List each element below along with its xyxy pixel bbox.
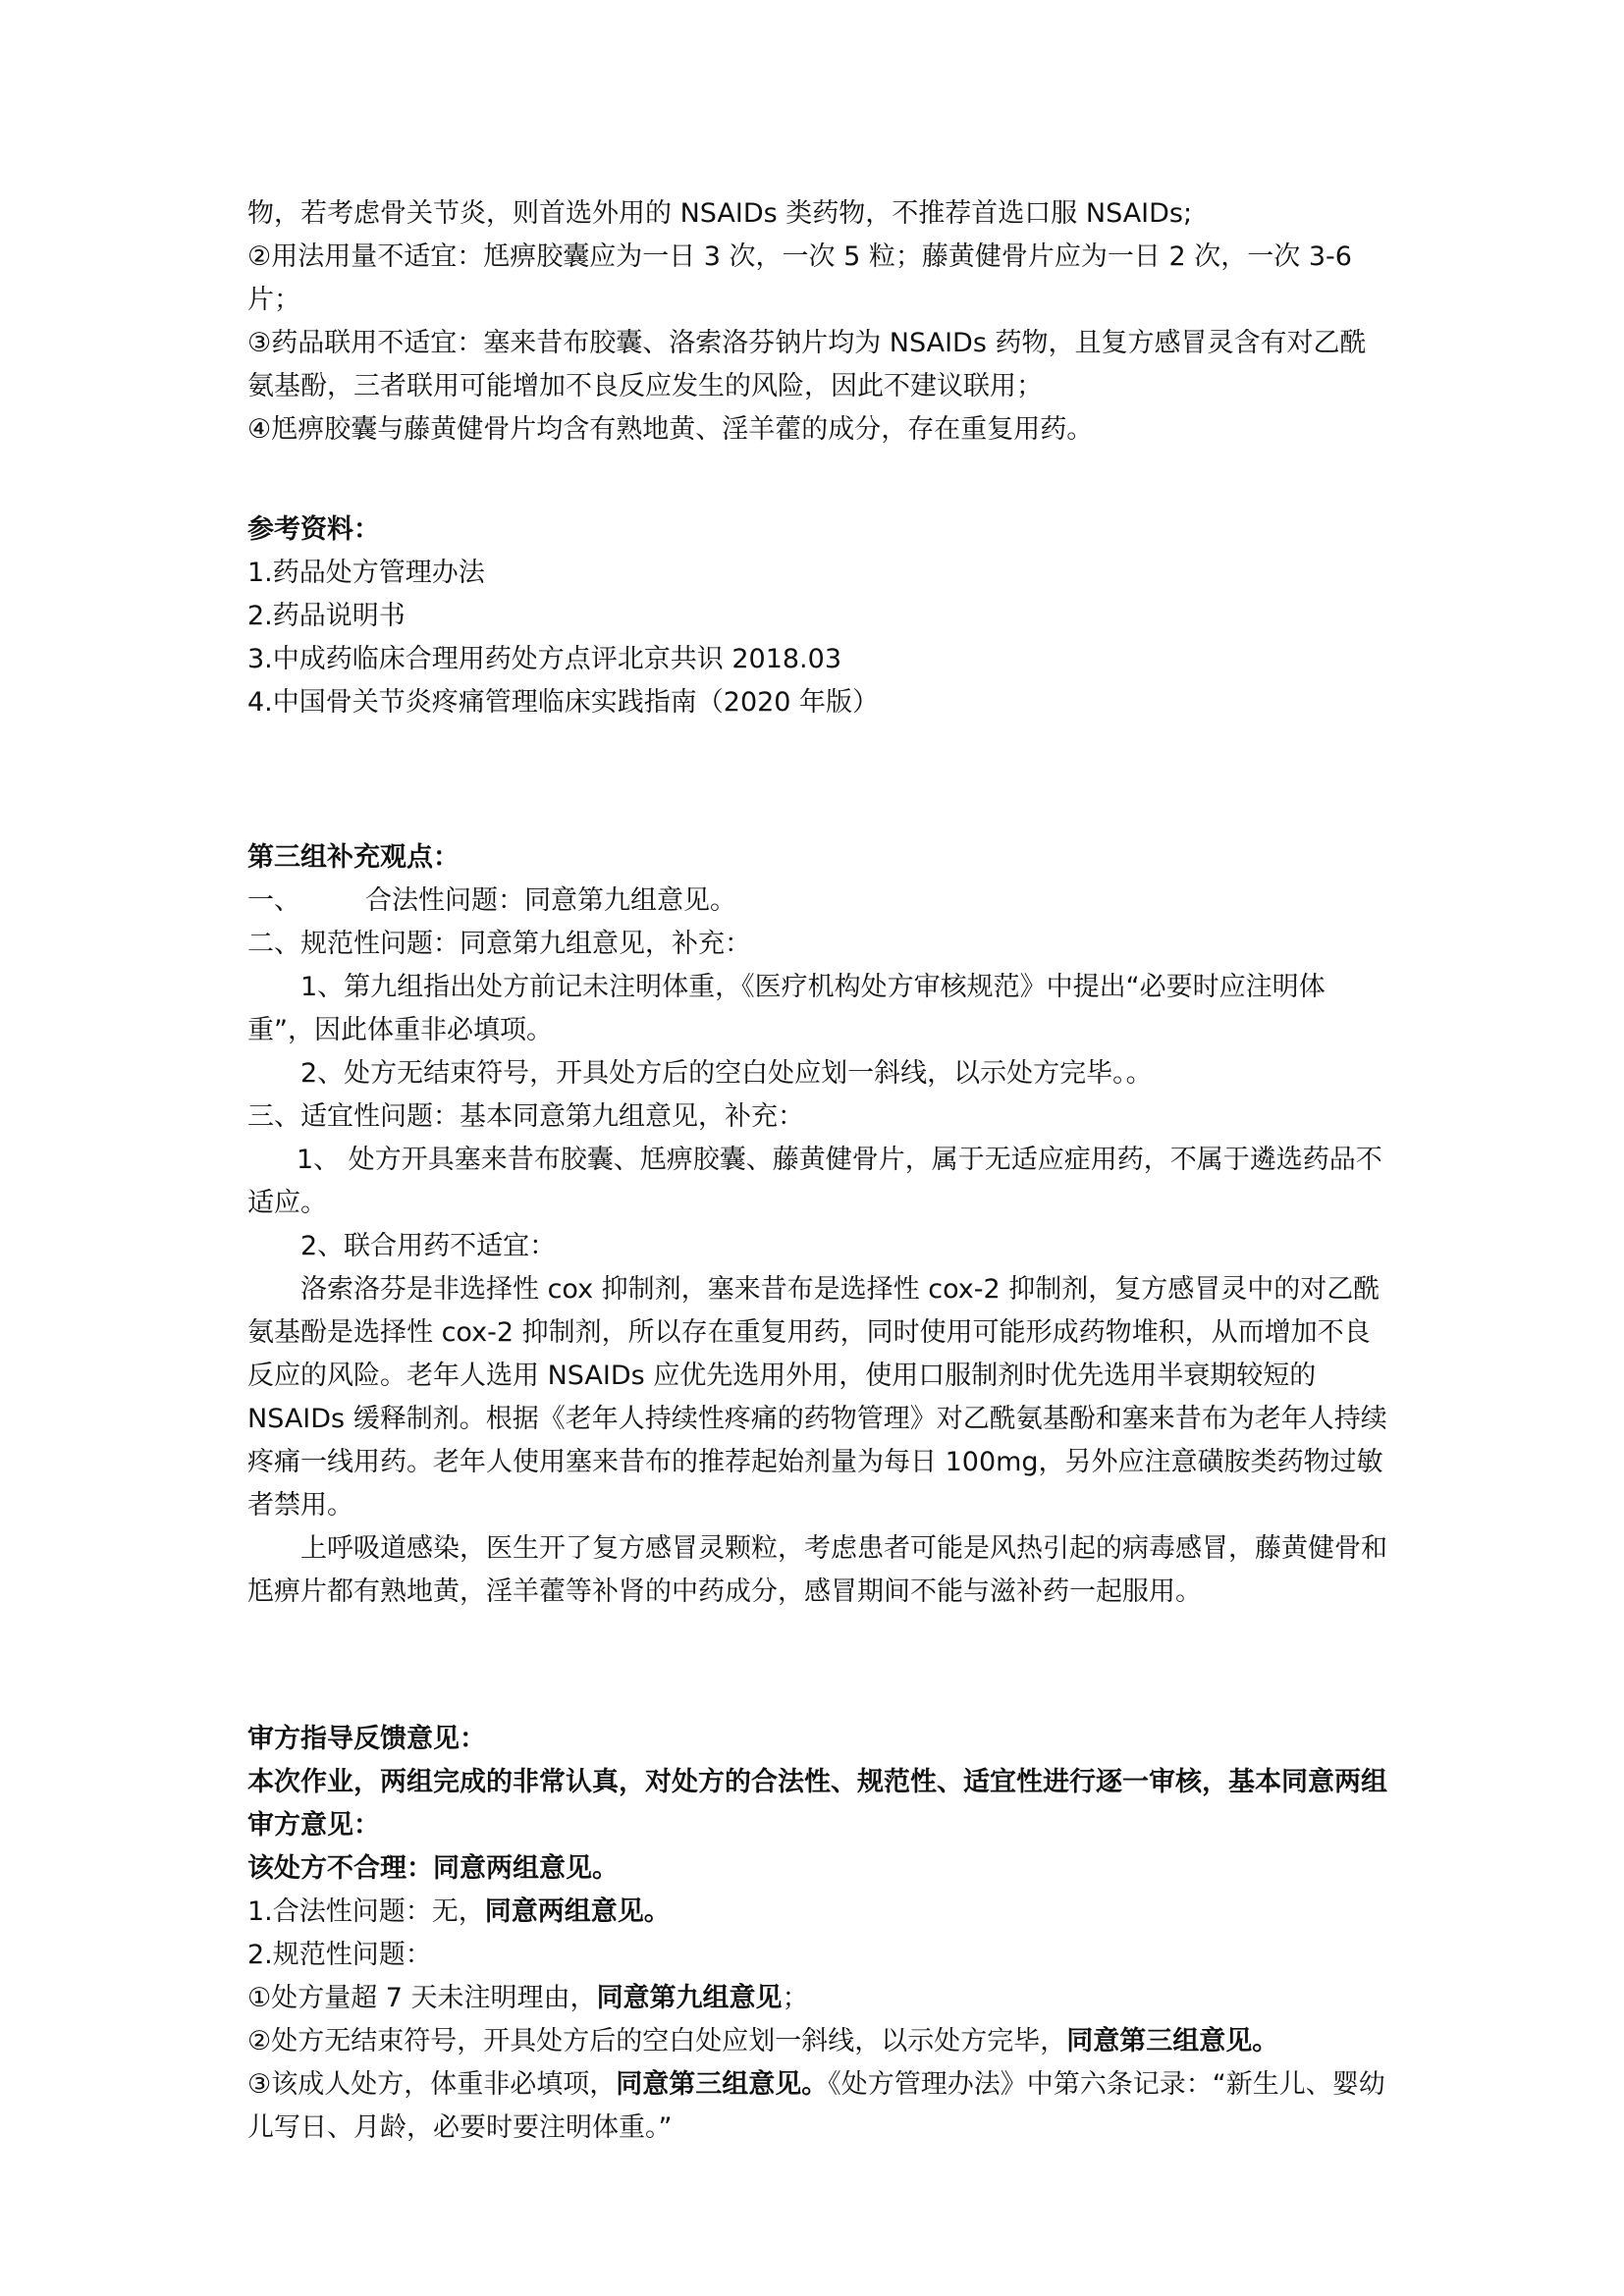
group3-item-1-num: 一、 [247, 885, 300, 916]
group3-item-3-paragraph-2: 上呼吸道感染，医生开了复方感冒灵颗粒，考虑患者可能是风热引起的病毒感冒，藤黄健骨和尪痹片都有熟地黄，淫羊藿等补肾的中药成分，感冒期间不能与滋补药一起服用。 [247, 1533, 1387, 1607]
reference-item-3: 3.中成药临床合理用药处方点评北京共识 2018.03 [247, 644, 841, 674]
feedback-heading: 审方指导反馈意见： [247, 1724, 486, 1754]
section1-line-1: 物，若考虑骨关节炎，则首选外用的 NSAIDs 类药物，不推荐首选口服 NSAIDs; [247, 198, 1193, 229]
references-heading: 参考资料： [247, 514, 380, 545]
reference-item-4: 4.中国骨关节炎疼痛管理临床实践指南（2020 年版） [247, 687, 880, 718]
feedback-norm-1 [247, 1977, 1391, 2020]
group3-item-2-sub-1: 1、第九组指出处方前记未注明体重，《医疗机构处方审核规范》中提出“必要时应注明体重”，因此体重非必填项。 [247, 972, 1326, 1045]
section1-line-3: ③药品联用不适宜：塞来昔布胶囊、洛索洛芬钠片均为 NSAIDs 药物，且复方感冒灵含有对乙酰氨基酚，三者联用可能增加不良反应发生的风险，因此不建议联用； [247, 328, 1367, 401]
feedback-verdict: 该处方不合理：同意两组意见。 [247, 1853, 619, 1884]
feedback-legal-prefix: 1.合法性问题：无， [247, 1896, 485, 1927]
feedback-legal-bold: 同意两组意见。 [484, 1896, 671, 1927]
reference-item-2: 2.药品说明书 [247, 601, 406, 631]
feedback-legal [247, 1891, 1391, 1934]
document-page [247, 192, 1391, 2150]
group3-item-3: 三、适宜性问题：基本同意第九组意见，补充： [247, 1101, 804, 1132]
section1-line-4: ④尪痹胶囊与藤黄健骨片均含有熟地黄、淫羊藿的成分，存在重复用药。 [247, 414, 1094, 445]
group3-item-2-sub-2: 2、处方无结束符号，开具处方后的空白处应划一斜线，以示处方完毕。。 [300, 1058, 1153, 1089]
feedback-norm-3 [247, 2063, 1391, 2150]
feedback-norm-3-suffix: 《处方管理办法》中第六条记录：“新生儿、婴幼儿写日、月龄，必要时要注明体重。” [247, 2069, 1385, 2143]
group3-item-3-paragraph-1: 洛索洛芬是非选择性 cox 抑制剂，塞来昔布是选择性 cox-2 抑制剂，复方感冒灵中的对乙酰氨基酚是选择性 cox-2 抑制剂，所以存在重复用药，同时使用可能形成药物堆积，从而增加不良反应的风险。老年人选用 NSAIDs 应优先选用外用，使用口服制剂时优先选用半衰期较短的 NSAIDs 缓释制剂。根据《老年人持续性疼痛的药物管理》对乙酰氨基酚和塞来昔布为老年人持续疼痛一线用药。老年人使用塞来昔布的推荐起始剂量为每日 100mg，另外应注意磺胺类药物过敏者禁用。 [247, 1274, 1387, 1521]
feedback-norm-2-bold: 同意第三组意见。 [1066, 2026, 1279, 2056]
feedback-norm-2-prefix: ②处方无结束符号，开具处方后的空白处应划一斜线，以示处方完毕， [247, 2026, 1067, 2056]
group3-item-3-sub-1: 1、 处方开具塞来昔布胶囊、尪痹胶囊、藤黄健骨片，属于无适应症用药，不属于遴选药品不适应。 [247, 1145, 1382, 1218]
feedback-norm-heading: 2.规范性问题： [247, 1940, 432, 1970]
group3-item-1 [247, 880, 1391, 923]
feedback-norm-1-prefix: ①处方量超 7 天未注明理由， [247, 1983, 597, 2013]
group3-item-3-sub-2: 2、联合用药不适宜： [300, 1231, 557, 1261]
feedback-summary: 本次作业，两组完成的非常认真，对处方的合法性、规范性、适宜性进行逐一审核，基本同意两组审方意见： [247, 1767, 1387, 1841]
feedback-norm-1-bold: 同意第九组意见 [596, 1983, 783, 2013]
feedback-norm-1-suffix: ； [782, 1983, 809, 2013]
section1-line-2: ②用法用量不适宜：尪痹胶囊应为一日 3 次，一次 5 粒；藤黄健骨片应为一日 2 次，一次 3-6 片； [247, 241, 1352, 315]
group3-item-1-text: 合法性问题：同意第九组意见。 [365, 885, 736, 916]
reference-item-1: 1.药品处方管理办法 [247, 558, 485, 588]
group3-item-2: 二、规范性问题：同意第九组意见，补充： [247, 929, 751, 959]
group3-heading: 第三组补充观点： [247, 842, 460, 873]
feedback-norm-2 [247, 2020, 1391, 2063]
feedback-norm-3-prefix: ③该成人处方，体重非必填项， [247, 2069, 617, 2100]
feedback-norm-3-bold: 同意第三组意见。 [616, 2069, 829, 2100]
